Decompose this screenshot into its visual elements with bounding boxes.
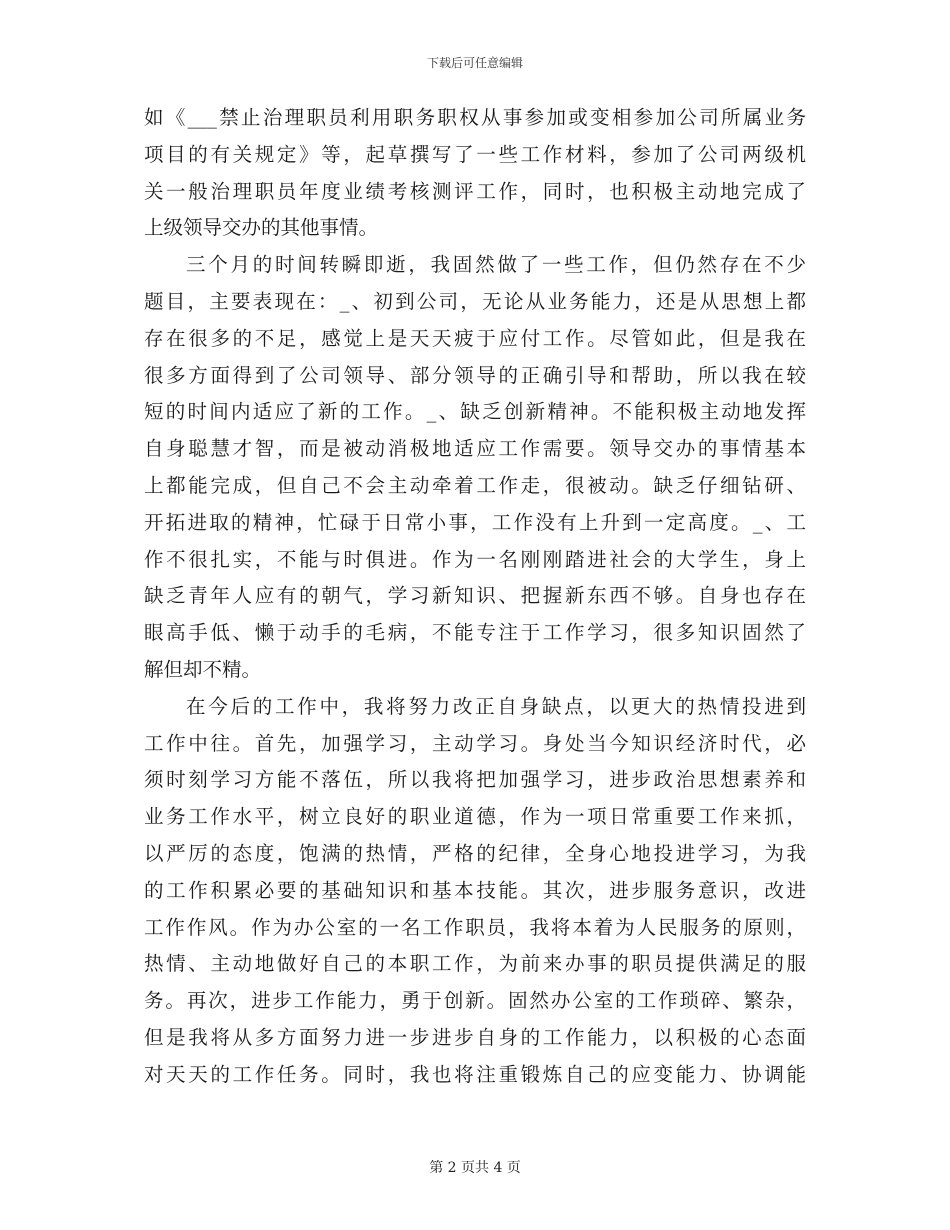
text-line: 很多方面得到了公司领导、部分领导的正确引导和帮助，所以我在较: [144, 363, 806, 387]
text-line: 以严厉的态度，饱满的热情，严格的纪律，全身心地投进学习，为我: [144, 841, 806, 865]
text-line: 作不很扎实，不能与时俱进。作为一名刚刚踏进社会的大学生，身上: [144, 547, 806, 571]
paragraph-start-line: 三个月的时间转瞬即逝，我固然做了一些工作，但仍然存在不少: [186, 253, 806, 277]
paragraph-end-line: 解但却不精。: [144, 657, 262, 681]
text-line: 如《___禁止治理职员利用职务职权从事参加或变相参加公司所属业务: [144, 106, 806, 129]
document-body: [144, 100, 806, 1094]
page-number-footer: 第 2 页共 4 页: [429, 1160, 521, 1176]
text-line: 工作作风。作为办公室的一名工作职员，我将本着为人民服务的原则，: [144, 915, 806, 939]
text-line: 热情、主动地做好自己的本职工作，为前来办事的职员提供满足的服: [144, 952, 806, 976]
text-line: 工作中往。首先，加强学习，主动学习。身处当今知识经济时代，必: [144, 731, 806, 755]
text-line: 存在很多的不足，感觉上是天天疲于应付工作。尽管如此，但是我在: [144, 326, 806, 350]
text-line: 开拓进取的精神，忙碌于日常小事，工作没有上升到一定高度。_、工: [144, 510, 806, 534]
text-line: 的工作积累必要的基础知识和基本技能。其次，进步服务意识，改进: [144, 878, 806, 902]
page-header: 下载后可任意编辑: [426, 56, 523, 70]
text-line: 短的时间内适应了新的工作。_、缺乏创新精神。不能积极主动地发挥: [144, 400, 806, 424]
text-line: 对天天的工作任务。同时，我也将注重锻炼自己的应变能力、协调能: [144, 1062, 806, 1086]
text-line: 题目，主要表现在：_、初到公司，无论从业务能力，还是从思想上都: [144, 289, 806, 313]
text-line: 缺乏青年人应有的朝气，学习新知识、把握新东西不够。自身也存在: [144, 584, 806, 608]
paragraph-start-line: 在今后的工作中，我将努力改正自身缺点，以更大的热情投进到: [186, 694, 806, 718]
text-line: 务。再次，进步工作能力，勇于创新。固然办公室的工作琐碎、繁杂，: [144, 989, 806, 1013]
text-line: 项目的有关规定》等，起草撰写了一些工作材料，参加了公司两级机: [144, 142, 806, 166]
text-line: 须时刻学习方能不落伍，所以我将把加强学习，进步政治思想素养和: [144, 768, 806, 792]
text-line: 自身聪慧才智，而是被动消极地适应工作需要。领导交办的事情基本: [144, 437, 806, 461]
text-line: 上都能完成，但自己不会主动牵着工作走，很被动。缺乏仔细钻研、: [144, 473, 806, 497]
text-line: 但是我将从多方面努力进一步进步自身的工作能力，以积极的心态面: [144, 1025, 806, 1049]
text-line: 眼高手低、懒于动手的毛病，不能专注于工作学习，很多知识固然了: [144, 621, 806, 645]
paragraph-end-line: 上级领导交办的其他事情。: [144, 216, 379, 240]
text-line: 关一般治理职员年度业绩考核测评工作，同时，也积极主动地完成了: [144, 179, 806, 203]
text-line: 业务工作水平，树立良好的职业道德，作为一项日常重要工作来抓，: [144, 805, 806, 829]
